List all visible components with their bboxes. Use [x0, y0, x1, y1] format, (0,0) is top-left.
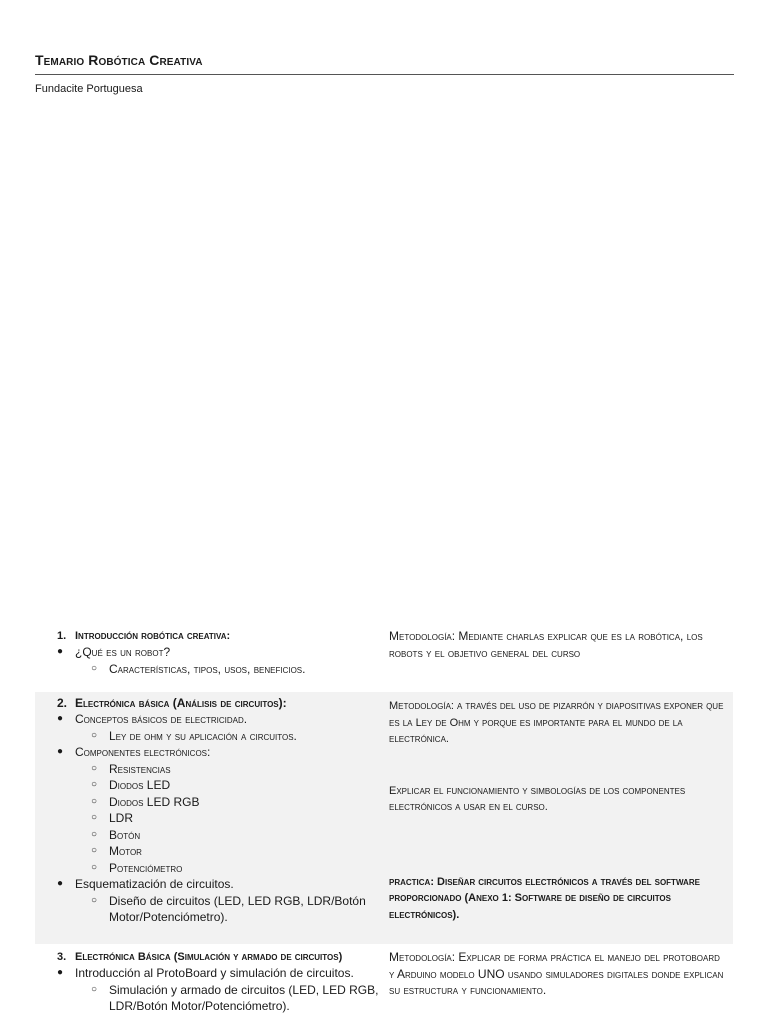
sub-list-item-text: Diseño de circuitos (LED, LED RGB, LDR/Botón Motor/Potenciómetro).: [109, 893, 366, 924]
sub-list-item: [57, 794, 389, 811]
sub-list-item-text: Potenciómetro: [109, 860, 183, 875]
sub-bullet-icon: ○: [91, 983, 98, 995]
sub-list-item: [57, 982, 389, 1015]
section-title: Electrónica Básica (Simulación y armado de circuitos): [75, 951, 343, 963]
sub-bullet-icon: ○: [91, 861, 98, 873]
sub-bullet-icon: ○: [91, 894, 98, 906]
section-3-content: [35, 949, 389, 1015]
document-title: Temario Robótica Creativa: [35, 52, 734, 75]
bullet-icon: ●: [57, 878, 64, 889]
document-subtitle: Fundacite Portuguesa: [35, 83, 143, 95]
sub-list-item: [57, 860, 389, 877]
sub-bullet-icon: ○: [91, 795, 98, 807]
section-2-methodology: [389, 695, 733, 932]
sub-list-item-text: Ley de ohm y su aplicación a circuitos.: [109, 728, 297, 743]
sub-bullet-icon: ○: [91, 828, 98, 840]
section-title: Introducción robótica creativa:: [75, 630, 231, 642]
list-item: [57, 965, 389, 982]
bullet-icon: ●: [57, 746, 64, 757]
section-3-row: [35, 944, 733, 1015]
practice-text: practica: Diseñar circuitos electrónicos a través del software proporcionado (Anexo 1: Software de diseño de circuitos electrónicos).: [389, 875, 700, 921]
sub-list-item-text: Características, tipos, usos, beneficios.: [109, 661, 306, 676]
sub-list-item: [57, 843, 389, 860]
sub-list-item: [57, 761, 389, 778]
bullet-icon: ●: [57, 646, 64, 657]
sub-bullet-icon: ○: [91, 812, 98, 823]
list-item-text: Componentes electrónicos:: [75, 745, 211, 759]
list-item-text: Conceptos básicos de electricidad.: [75, 712, 248, 726]
document-header: [35, 52, 734, 95]
section-number: 3.: [57, 951, 67, 963]
list-item: [57, 876, 389, 893]
methodology-text-components: Explicar el funcionamiento y simbologías de los componentes electrónicos a usar en el curso.: [389, 784, 686, 813]
section-1-row: [35, 624, 733, 692]
list-item: [57, 744, 389, 761]
sub-bullet-icon: ○: [91, 762, 98, 774]
section-3-methodology: Metodología: Explicar de forma práctica el manejo del protoboard y Arduino modelo UNO usando simuladores digitales donde explican su estructura y funcionamiento.: [389, 950, 724, 997]
sub-list-item-text: Diodos LED RGB: [109, 794, 200, 809]
sub-bullet-icon: ○: [91, 662, 98, 674]
list-item-text: Esquematización de circuitos.: [75, 877, 234, 891]
sub-list-item-text: Motor: [109, 844, 142, 858]
section-1-methodology: Metodología: Mediante charlas explicar que es la robótica, los robots y el objetivo general del curso: [389, 629, 703, 660]
sub-list-item-text: Resistencias: [109, 761, 171, 776]
sub-list-item: [57, 810, 389, 827]
list-item-text: Introducción al ProtoBoard y simulación de circuitos.: [75, 966, 354, 980]
section-2-row: [35, 692, 733, 944]
methodology-text: Metodología: a través del uso de pizarrón y diapositivas exponer que es la Ley de Ohm y porque es importante para el mundo de la electrónica.: [389, 700, 724, 745]
section-heading: [57, 628, 389, 644]
section-heading: [57, 949, 389, 965]
sub-bullet-icon: ○: [91, 845, 98, 856]
section-heading: [57, 695, 389, 711]
sub-list-item: [57, 661, 389, 678]
section-number: 2.: [57, 696, 68, 710]
section-1-content: [35, 628, 389, 692]
sub-list-item-text: Diodos LED: [109, 778, 171, 792]
sub-bullet-icon: ○: [91, 729, 98, 741]
sub-list-item-text: Simulación y armado de circuitos (LED, LED RGB, LDR/Botón Motor/Potenciómetro).: [109, 982, 379, 1013]
sub-list-item: [57, 827, 389, 844]
list-item: [57, 711, 389, 728]
syllabus-table: [35, 624, 733, 1015]
sub-list-item-text: LDR: [109, 811, 134, 825]
sub-list-item: [57, 777, 389, 794]
section-number: 1.: [57, 630, 67, 642]
section-2-content: [35, 695, 389, 932]
list-item-text: ¿Qué es un robot?: [75, 645, 171, 659]
section-title: Electrónica básica (Análisis de circuitos):: [75, 696, 287, 710]
sub-list-item: [57, 893, 389, 926]
bullet-icon: ●: [57, 713, 64, 724]
list-item: [35, 644, 389, 661]
sub-list-item-text: Botón: [109, 827, 141, 842]
sub-list-item: [57, 728, 389, 745]
sub-bullet-icon: ○: [91, 779, 98, 790]
bullet-icon: ●: [57, 967, 64, 978]
